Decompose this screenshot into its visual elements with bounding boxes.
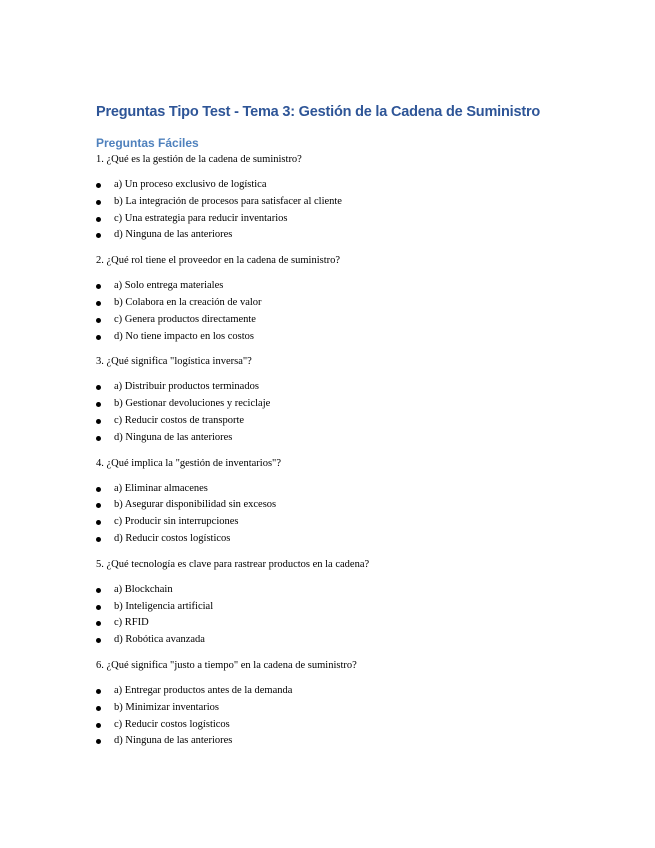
answer-option-text: a) Eliminar almacenes (114, 482, 208, 494)
answer-option (96, 430, 566, 447)
answer-option-text: a) Solo entrega materiales (114, 280, 224, 292)
bullet-icon (96, 183, 101, 188)
answer-option (96, 599, 566, 616)
bullet-icon (96, 217, 101, 222)
section-heading: Preguntas Fáciles (96, 136, 199, 150)
answer-option (96, 312, 566, 329)
bullet-icon (96, 402, 101, 407)
answer-option (96, 514, 566, 531)
bullet-icon (96, 284, 101, 289)
answer-option (96, 615, 566, 632)
answer-options (96, 582, 566, 649)
answer-option-text: c) RFID (114, 617, 149, 629)
document-title: Preguntas Tipo Test - Tema 3: Gestión de la Cadena de Suministro (96, 104, 541, 120)
answer-option-text: d) Ninguna de las anteriores (114, 735, 233, 747)
answer-option-text: c) Reducir costos logísticos (114, 718, 230, 730)
answer-options (96, 177, 566, 244)
bullet-icon (96, 588, 101, 593)
answer-option-text: b) La integración de procesos para satisfacer al cliente (114, 195, 342, 207)
question-text: 3. ¿Qué significa "logística inversa"? (96, 356, 252, 368)
answer-option-text: c) Producir sin interrupciones (114, 516, 239, 528)
answer-option-text: a) Un proceso exclusivo de logística (114, 179, 267, 190)
answer-option (96, 632, 566, 649)
bullet-icon (96, 436, 101, 441)
bullet-icon (96, 537, 101, 542)
bullet-icon (96, 200, 101, 205)
answer-option-text: a) Blockchain (114, 583, 173, 595)
answer-option-text: c) Genera productos directamente (114, 313, 256, 325)
question-block (96, 457, 566, 548)
question-text: 2. ¿Qué rol tiene el proveedor en la cadena de suministro? (96, 255, 341, 267)
answer-option-text: b) Inteligencia artificial (114, 600, 214, 612)
bullet-icon (96, 318, 101, 323)
answer-option (96, 531, 566, 548)
bullet-icon (96, 605, 101, 610)
answer-option-text: b) Asegurar disponibilidad sin excesos (114, 499, 277, 511)
answer-option-text: a) Distribuir productos terminados (114, 381, 259, 393)
bullet-icon (96, 301, 101, 306)
answer-option (96, 481, 566, 498)
bullet-icon (96, 385, 101, 390)
question-block (96, 153, 566, 244)
answer-options (96, 379, 566, 446)
question-text: 4. ¿Qué implica la "gestión de inventarios"? (96, 457, 281, 469)
bullet-icon (96, 503, 101, 508)
question-block (96, 254, 566, 345)
answer-option (96, 700, 566, 717)
answer-option (96, 379, 566, 396)
answer-options (96, 683, 566, 750)
answer-option-text: d) Ninguna de las anteriores (114, 431, 233, 443)
question-text: 5. ¿Qué tecnología es clave para rastrear productos en la cadena? (96, 558, 370, 570)
answer-option-text: d) Ninguna de las anteriores (114, 229, 233, 241)
answer-option (96, 177, 566, 194)
question-list (96, 153, 566, 750)
question-text: 6. ¿Qué significa "justo a tiempo" en la cadena de suministro? (96, 659, 357, 671)
bullet-icon (96, 621, 101, 626)
answer-options (96, 481, 566, 548)
answer-option (96, 413, 566, 430)
answer-option (96, 295, 566, 312)
question-block (96, 659, 566, 750)
question-block (96, 355, 566, 446)
answer-option (96, 211, 566, 228)
bullet-icon (96, 638, 101, 643)
answer-option (96, 227, 566, 244)
answer-option-text: b) Gestionar devoluciones y reciclaje (114, 398, 271, 410)
answer-option-text: c) Una estrategia para reducir inventarios (114, 212, 288, 224)
answer-option-text: d) Robótica avanzada (114, 634, 205, 646)
bullet-icon (96, 706, 101, 711)
answer-option-text: a) Entregar productos antes de la demanda (114, 684, 293, 696)
answer-option-text: d) Reducir costos logísticos (114, 532, 231, 544)
answer-option (96, 683, 566, 700)
answer-option-text: b) Minimizar inventarios (114, 701, 219, 713)
bullet-icon (96, 520, 101, 525)
answer-option-text: d) No tiene impacto en los costos (114, 330, 254, 342)
answer-option-text: c) Reducir costos de transporte (114, 414, 245, 426)
answer-option (96, 396, 566, 413)
document-page (96, 103, 566, 750)
bullet-icon (96, 487, 101, 492)
bullet-icon (96, 233, 101, 238)
answer-option (96, 278, 566, 295)
bullet-icon (96, 739, 101, 744)
question-block (96, 558, 566, 649)
bullet-icon (96, 419, 101, 424)
bullet-icon (96, 723, 101, 728)
answer-option (96, 329, 566, 346)
question-text: 1. ¿Qué es la gestión de la cadena de suministro? (96, 154, 302, 165)
bullet-icon (96, 689, 101, 694)
answer-option-text: b) Colabora en la creación de valor (114, 296, 262, 308)
answer-option (96, 733, 566, 750)
answer-option (96, 497, 566, 514)
answer-option (96, 194, 566, 211)
answer-option (96, 717, 566, 734)
answer-options (96, 278, 566, 345)
bullet-icon (96, 335, 101, 340)
answer-option (96, 582, 566, 599)
